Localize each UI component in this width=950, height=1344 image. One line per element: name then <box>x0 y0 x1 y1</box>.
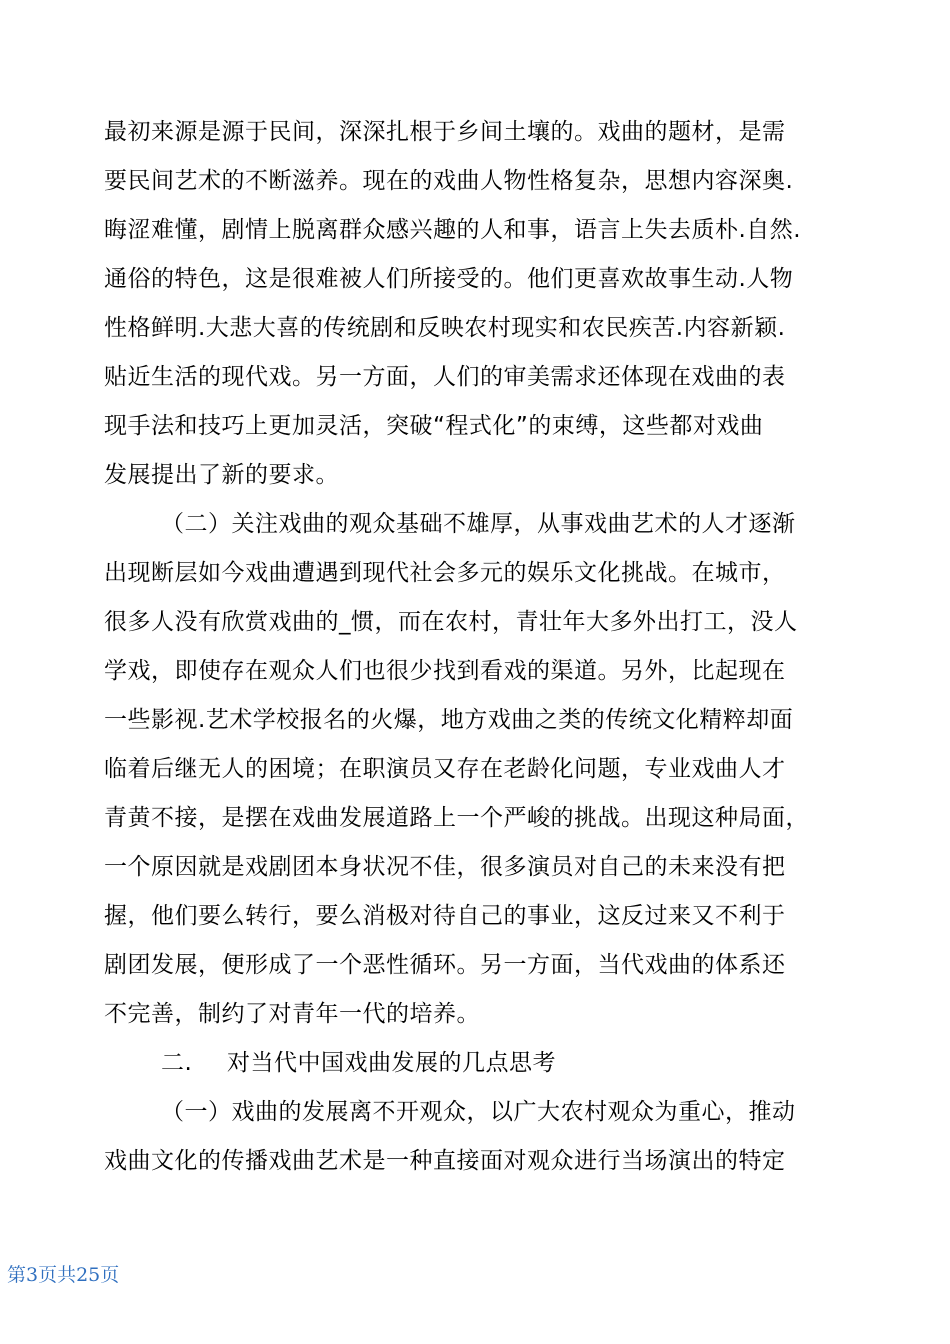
paragraph-start-line: （二）关注戏曲的观众基础不雄厚，从事戏曲艺术的人才逐渐 <box>161 511 796 537</box>
text-line: 不完善，制约了对青年一代的培养。 <box>104 1001 480 1027</box>
text-line: 现手法和技巧上更加灵活，突破“程式化”的束缚，这些都对戏曲 <box>104 413 764 439</box>
section-heading-number: 二. <box>161 1050 193 1076</box>
text-line: 晦涩难懂，剧情上脱离群众感兴趣的人和事，语言上失去质朴.自然. <box>104 217 802 243</box>
text-line: 青黄不接，是摆在戏曲发展道路上一个严峻的挑战。出现这种局面， <box>104 805 809 831</box>
section-heading <box>104 1039 864 1088</box>
page-number-footer: 第3页共25页 <box>7 1264 120 1286</box>
text-line: 一些影视.艺术学校报名的火爆，地方戏曲之类的传统文化精粹却面 <box>104 707 794 733</box>
text-line: 握，他们要么转行，要么消极对待自己的事业，这反过来又不利于 <box>104 903 786 929</box>
text-line: 戏曲文化的传播戏曲艺术是一种直接面对观众进行当场演出的特定 <box>104 1148 786 1174</box>
paragraph-start-line: （一）戏曲的发展离不开观众，以广大农村观众为重心，推动 <box>161 1099 796 1125</box>
text-line: 临着后继无人的困境；在职演员又存在老龄化问题，专业戏曲人才 <box>104 756 786 782</box>
document-body <box>104 108 864 1186</box>
text-line: 出现断层如今戏曲遭遇到现代社会多元的娱乐文化挑战。在城市， <box>104 560 786 586</box>
text-line: 贴近生活的现代戏。另一方面，人们的审美需求还体现在戏曲的表 <box>104 364 786 390</box>
text-line: 通俗的特色，这是很难被人们所接受的。他们更喜欢故事生动.人物 <box>104 266 794 292</box>
text-line: 最初来源是源于民间，深深扎根于乡间土壤的。戏曲的题材，是需 <box>104 119 786 145</box>
text-line: 一个原因就是戏剧团本身状况不佳，很多演员对自己的未来没有把 <box>104 854 786 880</box>
text-line: 发展提出了新的要求。 <box>104 462 339 488</box>
text-line: 剧团发展，便形成了一个恶性循环。另一方面，当代戏曲的体系还 <box>104 952 786 978</box>
section-heading-text: 对当代中国戏曲发展的几点思考 <box>227 1050 556 1076</box>
text-line: 要民间艺术的不断滋养。现在的戏曲人物性格复杂，思想内容深奥. <box>104 168 794 194</box>
text-line: 很多人没有欣赏戏曲的_惯，而在农村，青壮年大多外出打工，没人 <box>104 609 798 635</box>
text-line: 学戏，即使存在观众人们也很少找到看戏的渠道。另外，比起现在 <box>104 658 786 684</box>
text-line: 性格鲜明.大悲大喜的传统剧和反映农村现实和农民疾苦.内容新颖. <box>104 315 786 341</box>
